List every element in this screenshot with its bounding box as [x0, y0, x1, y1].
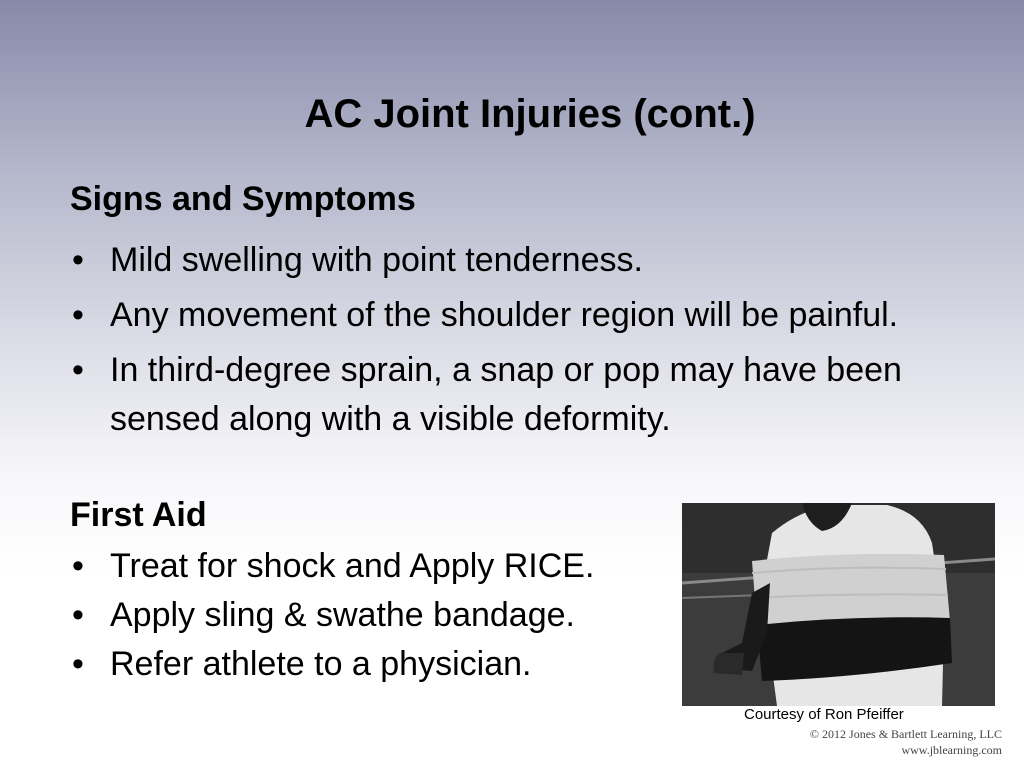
list-item: • Refer athlete to a physician.	[70, 640, 690, 689]
list-item: • Any movement of the shoulder region will be painful.	[70, 291, 970, 340]
copyright-text: © 2012 Jones & Bartlett Learning, LLC	[809, 727, 1002, 741]
first-aid-list	[70, 542, 690, 689]
list-item: • Mild swelling with point tenderness.	[70, 236, 970, 285]
athlete-sling-photo	[682, 503, 995, 706]
photo-credit: Courtesy of Ron Pfeiffer	[744, 706, 904, 723]
list-item: • Treat for shock and Apply RICE.	[70, 542, 690, 591]
slide-title: AC Joint Injuries (cont.)	[304, 92, 756, 136]
signs-symptoms-list	[70, 236, 970, 450]
list-item: • Apply sling & swathe bandage.	[70, 591, 690, 640]
first-aid-heading: First Aid	[70, 496, 207, 534]
website-text: www.jblearning.com	[901, 743, 1002, 757]
list-item: • In third-degree sprain, a snap or pop may have been sensed along with a visible deformity.	[70, 346, 970, 444]
copyright-notice	[810, 726, 1002, 758]
signs-symptoms-heading: Signs and Symptoms	[70, 180, 416, 218]
